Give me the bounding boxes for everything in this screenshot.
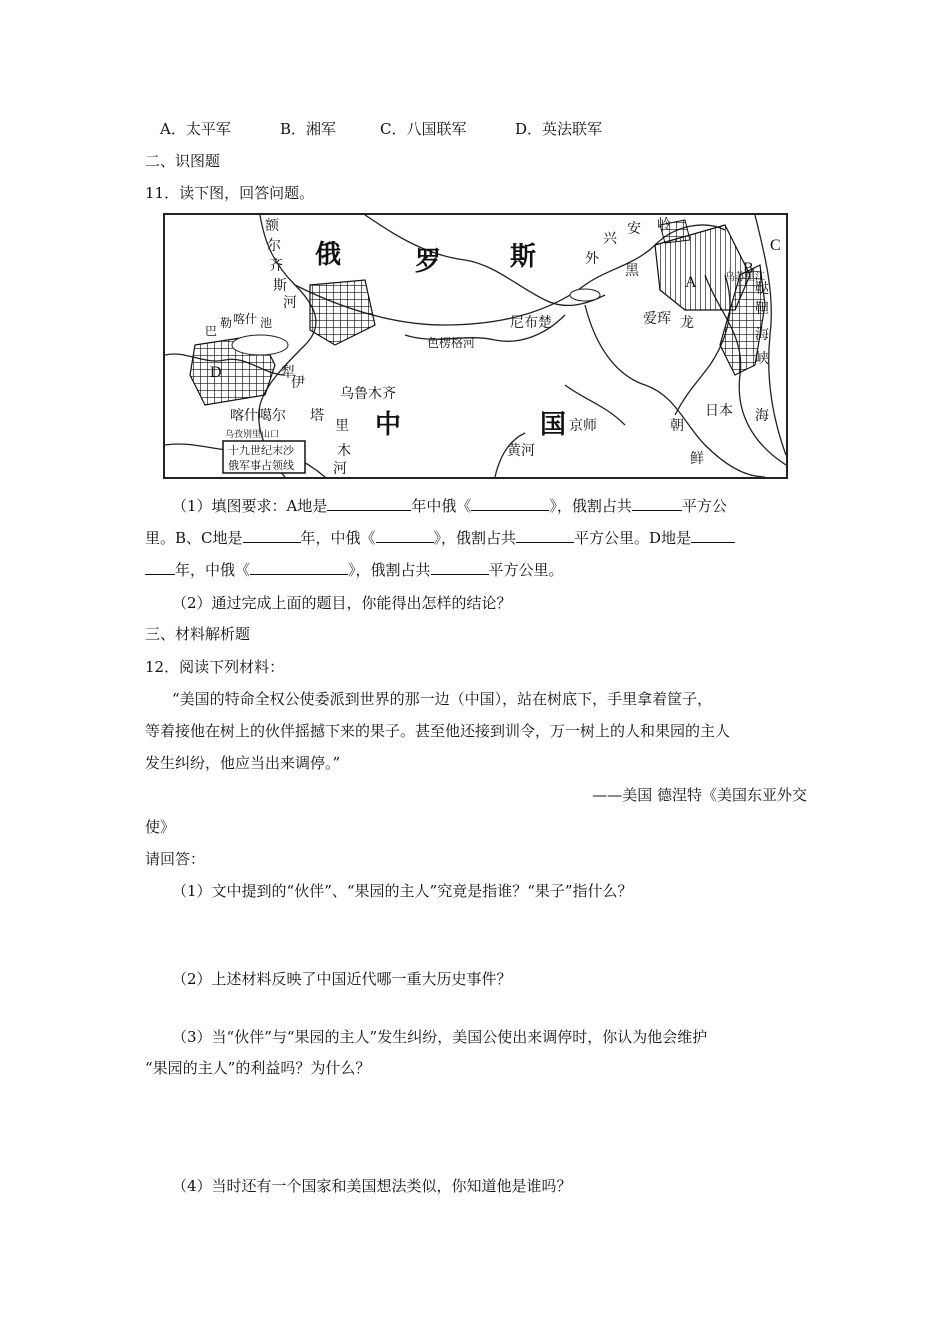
quote-line: 发生纠纷，他应当出来调停。” xyxy=(145,754,341,772)
q12-2: （2）上述材料反映了中国近代哪一重大历史事件？ xyxy=(172,970,512,988)
map-label: 勒 xyxy=(220,316,233,330)
map-label: 京师 xyxy=(569,419,597,434)
answer-prompt: 请回答： xyxy=(145,850,206,868)
map-label: 木 xyxy=(337,444,351,459)
map-label: 黑 xyxy=(625,264,639,279)
quote-line: 等着接他在树上的伙伴摇撼下来的果子。甚至他还接到训令，万一树上的人和果园的主人 xyxy=(145,722,731,740)
answer-blank[interactable] xyxy=(431,559,489,575)
map-label: 岭 xyxy=(657,218,671,233)
quote-source: ——美国 德涅特《美国东亚外交 xyxy=(592,786,807,804)
map-label: 黄河 xyxy=(507,444,535,459)
history-map xyxy=(163,213,788,479)
map-label: 日本 xyxy=(705,404,733,419)
map-label: 鲜 xyxy=(690,452,704,467)
quote-line: “美国的特命全权公使委派到世界的那一边（中国），站在树底下，手里拿着筐子， xyxy=(172,690,713,708)
map-label: 龙 xyxy=(680,316,694,331)
answer-blank[interactable] xyxy=(327,495,411,511)
map-label: 乌鲁木齐 xyxy=(340,387,396,402)
question-12: 12．阅读下列材料： xyxy=(145,658,285,676)
map-label: 河 xyxy=(283,296,297,311)
map-label: 额 xyxy=(265,219,279,234)
q11-1-line3: 年，中俄《 》，俄割占共 平方公里。 xyxy=(145,559,564,580)
map-label: 乌孜别里山口 xyxy=(225,429,280,439)
map-label: 斯 xyxy=(273,279,287,294)
option-d: D．英法联军 xyxy=(515,120,603,138)
option-a: A．太平军 xyxy=(160,120,231,138)
map-label: 斯 xyxy=(510,242,537,271)
q12-3-line2: “果园的主人”的利益吗？为什么？ xyxy=(145,1059,371,1077)
q11-1-line1: （1）填图要求：A地是 年中俄《 》，俄割占共 平方公 xyxy=(172,497,727,515)
map-label: 河 xyxy=(333,462,347,477)
map-label: 海 xyxy=(755,328,769,343)
answer-blank[interactable] xyxy=(250,559,348,575)
map-label: 兴 xyxy=(603,232,617,247)
section-heading: 二、识图题 xyxy=(145,152,221,170)
map-label: 罗 xyxy=(415,247,442,276)
answer-blank[interactable] xyxy=(471,495,549,511)
map-label: 伊 xyxy=(291,376,305,391)
map-label: 尼布楚 xyxy=(510,316,552,331)
q11-2: （2）通过完成上面的题目，你能得出怎样的结论？ xyxy=(172,594,512,612)
map-label: 齐 xyxy=(269,259,283,274)
map-label: 喀什噶尔 xyxy=(230,409,286,424)
q12-1: （1）文中提到的“伙伴”、“果园的主人”究竟是指谁？“果子”指什么？ xyxy=(172,882,633,900)
section-heading: 三、材料解析题 xyxy=(145,625,251,643)
map-label: 朝 xyxy=(670,419,684,434)
answer-blank[interactable] xyxy=(243,527,301,543)
map-label: C xyxy=(770,237,781,254)
map-label: 爱珲 xyxy=(643,312,671,327)
map-label: D xyxy=(210,364,222,381)
answer-blank[interactable] xyxy=(632,495,682,511)
map-legend-line2: 俄军事占领线 xyxy=(228,460,294,472)
map-label: B xyxy=(743,260,754,277)
map-label: 峡 xyxy=(755,352,769,367)
map-label: 外 xyxy=(585,252,599,267)
map-label: 靼 xyxy=(755,302,769,317)
map-label: 巴 xyxy=(205,324,218,338)
map-label: 色楞格河 xyxy=(427,336,476,350)
question-11: 11．读下图，回答问题。 xyxy=(145,184,315,202)
answer-blank[interactable] xyxy=(376,527,434,543)
map-label: 塔 xyxy=(310,409,324,424)
map-label: A xyxy=(685,274,697,291)
quote-source-cont: 使》 xyxy=(145,818,176,836)
map-label: 鞑 xyxy=(755,282,769,297)
q12-4: （4）当时还有一个国家和美国想法类似，你知道他是谁吗？ xyxy=(172,1177,572,1195)
map-label: 俄 xyxy=(315,240,342,269)
map-label: 里 xyxy=(335,419,349,434)
map-label: 池 xyxy=(260,316,273,330)
map-label: 中 xyxy=(375,410,402,439)
map-label: 乌苏里江 xyxy=(725,272,765,283)
map-label: 犁 xyxy=(281,366,295,381)
q12-3-line1: （3）当“伙伴”与“果园的主人”发生纠纷，美国公使出来调停时，你认为他会维护 xyxy=(172,1028,708,1046)
answer-blank[interactable] xyxy=(516,527,574,543)
q11-1-line2: 里。B、C地是 年，中俄《 》，俄割占共 平方公里。D地是 xyxy=(145,527,735,548)
map-label: 国 xyxy=(540,410,567,439)
option-c: C．八国联军 xyxy=(380,120,467,138)
map-label: 安 xyxy=(627,222,641,237)
answer-blank[interactable] xyxy=(145,559,175,575)
map-legend-line1: 十九世纪末沙 xyxy=(228,445,294,457)
answer-blank[interactable] xyxy=(691,527,735,543)
map-label: 尔 xyxy=(267,239,281,254)
option-b: B．湘军 xyxy=(280,120,337,138)
map-label: 海 xyxy=(755,409,769,424)
map-label: 喀什 xyxy=(233,312,258,326)
